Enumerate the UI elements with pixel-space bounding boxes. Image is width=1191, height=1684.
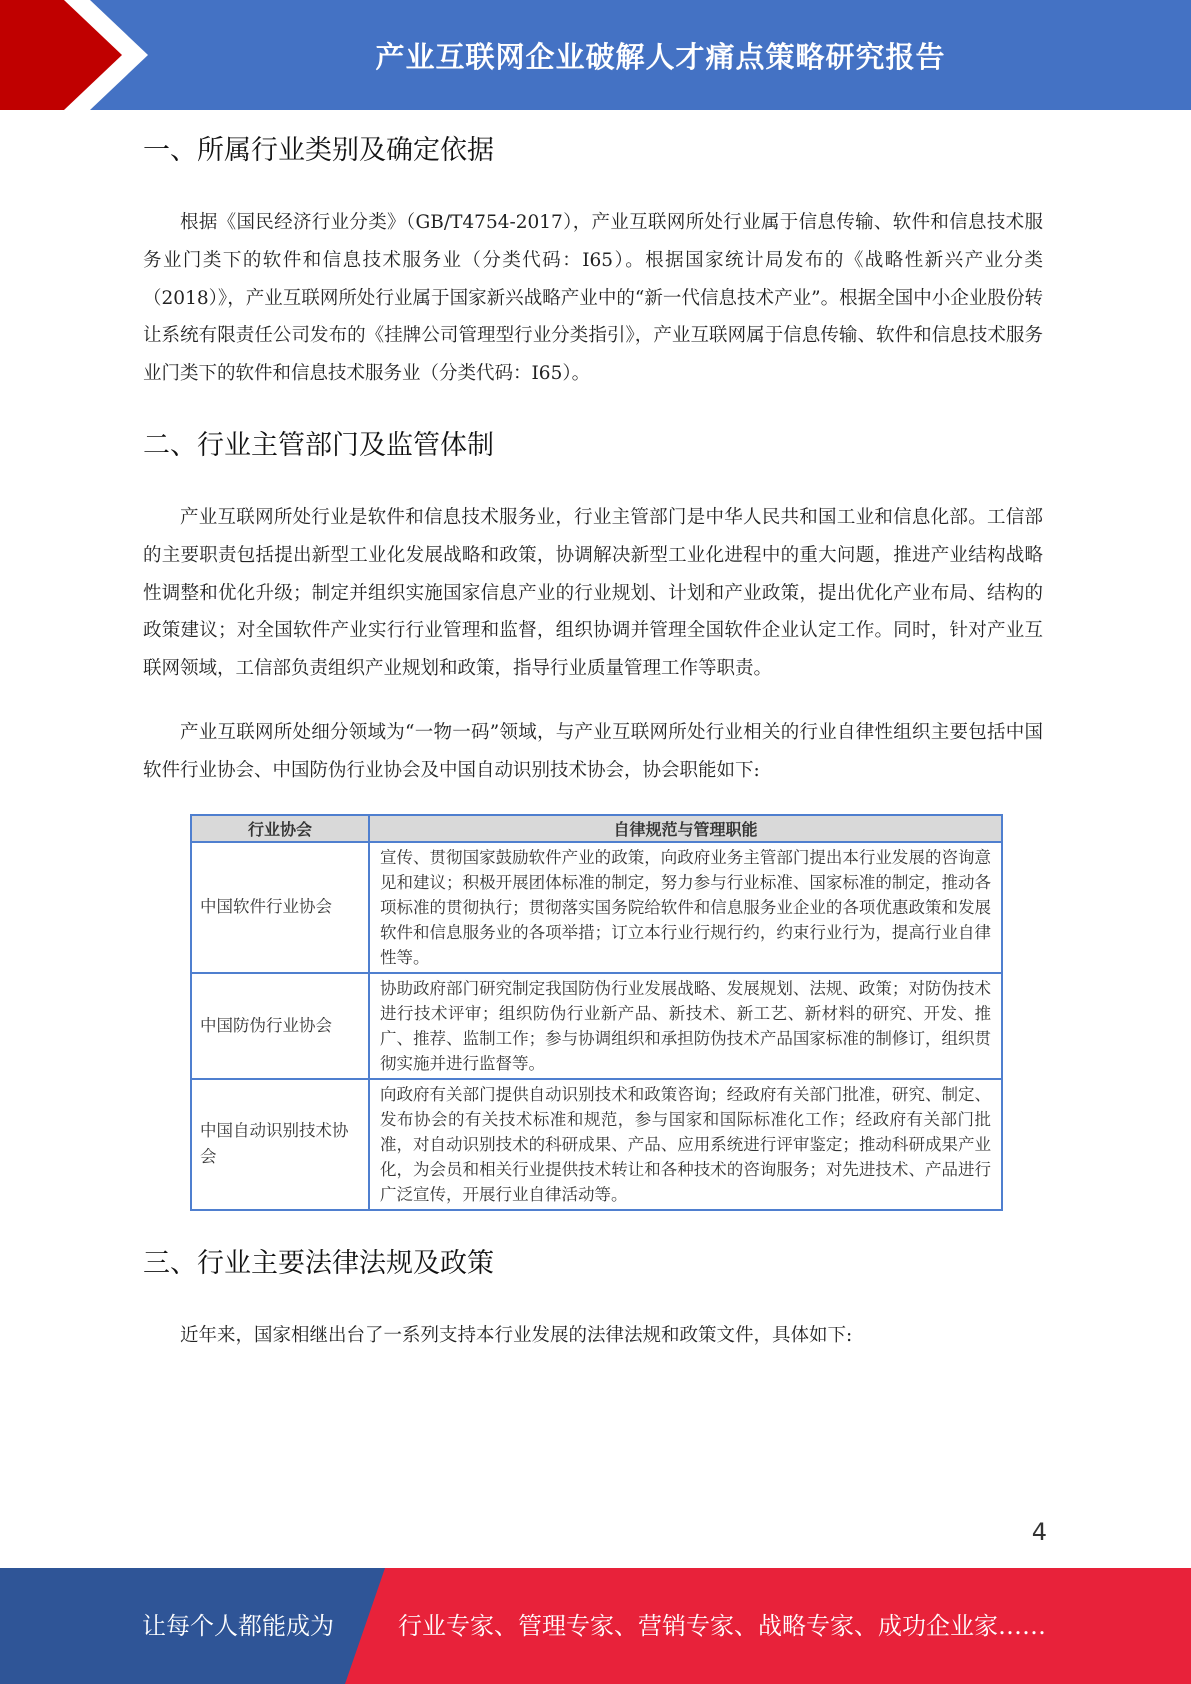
table-header-row [191, 815, 1002, 842]
column-header-duties: 自律规范与管理职能 [369, 815, 1002, 842]
association-name: 中国防伪行业协会 [191, 973, 369, 1079]
section-heading-1: 一、所属行业类别及确定依据 [143, 135, 494, 166]
association-duties: 宣传、贯彻国家鼓励软件产业的政策，向政府业务主管部门提出本行业发展的咨询意见和建议；积极开展团体标准的制定，努力参与行业标准、国家标准的制定，推动各项标准的贯彻执行；贯彻落实国务院给软件和信息服务业企业的各项优惠政策和发展软件和信息服务业的各项举措；订立本行业行规行约，约束行业行为，提高行业自律性等。 [369, 842, 1002, 973]
footer-slogan-left: 让每个人都能成为 [142, 1612, 334, 1640]
page-header [0, 0, 1191, 110]
table-row [191, 1079, 1002, 1210]
column-header-association: 行业协会 [191, 815, 369, 842]
section-heading-2: 二、行业主管部门及监管体制 [143, 429, 494, 461]
association-duties: 协助政府部门研究制定我国防伪行业发展战略、发展规划、法规、政策；对防伪技术进行技术评审；组织防伪行业新产品、新技术、新工艺、新材料的研究、开发、推广、推荐、监制工作；参与协调组织和承担防伪技术产品国家标准的制修订，组织贯彻实施并进行监督等。 [369, 973, 1002, 1079]
page-number: 4 [1031, 1518, 1047, 1546]
report-title: 产业互联网企业破解人才痛点策略研究报告 [375, 39, 946, 74]
main-content [143, 124, 1043, 1354]
paragraph: 根据《国民经济行业分类》（GB/T4754-2017），产业互联网所处行业属于信息传输、软件和信息技术服务业门类下的软件和信息技术服务业（分类代码：I65）。根据国家统计局发布的《战略性新兴产业分类（2018）》，产业互联网所处行业属于国家新兴战略产业中的“新一代信息技术产业”。根据全国中小企业股份转让系统有限责任公司发布的《挂牌公司管理型行业分类指引》，产业互联网属于信息传输、软件和信息技术服务业门类下的软件和信息技术服务业（分类代码：I65）。 [143, 212, 1043, 385]
paragraph: 产业互联网所处行业是软件和信息技术服务业，行业主管部门是中华人民共和国工业和信息化部。工信部的主要职责包括提出新型工业化发展战略和政策，协调解决新型工业化进程中的重大问题，推进产业结构战略性调整和优化升级；制定并组织实施国家信息产业的行业规划、计划和产业政策，提出优化产业布局、结构的政策建议；对全国软件产业实行行业管理和监督，组织协调并管理全国软件企业认定工作。同时，针对产业互联网领域，工信部负责组织产业规划和政策，指导行业质量管理工作等职责。 [143, 506, 1043, 680]
table-row [191, 842, 1002, 973]
paragraph: 产业互联网所处细分领域为“一物一码”领域，与产业互联网所处行业相关的行业自律性组织主要包括中国软件行业协会、中国防伪行业协会及中国自动识别技术协会，协会职能如下: [143, 721, 1043, 781]
section-heading-3: 三、行业主要法律法规及政策 [143, 1247, 494, 1279]
page-footer [0, 1568, 1191, 1684]
paragraph: 近年来，国家相继出台了一系列支持本行业发展的法律法规和政策文件，具体如下: [180, 1324, 853, 1346]
association-table [190, 814, 1003, 1211]
association-name: 中国软件行业协会 [191, 842, 369, 973]
table-row [191, 973, 1002, 1079]
association-name: 中国自动识别技术协会 [191, 1079, 369, 1210]
association-duties: 向政府有关部门提供自动识别技术和政策咨询；经政府有关部门批准，研究、制定、发布协会的有关技术标准和规范，参与国家和国际标准化工作；经政府有关部门批准，对自动识别技术的科研成果、产品、应用系统进行评审鉴定；推动科研成果产业化，为会员和相关行业提供技术转让和各种技术的咨询服务；对先进技术、产品进行广泛宣传，开展行业自律活动等。 [369, 1079, 1002, 1210]
footer-slogan-right: 行业专家、管理专家、营销专家、战略专家、成功企业家…… [398, 1612, 1046, 1640]
